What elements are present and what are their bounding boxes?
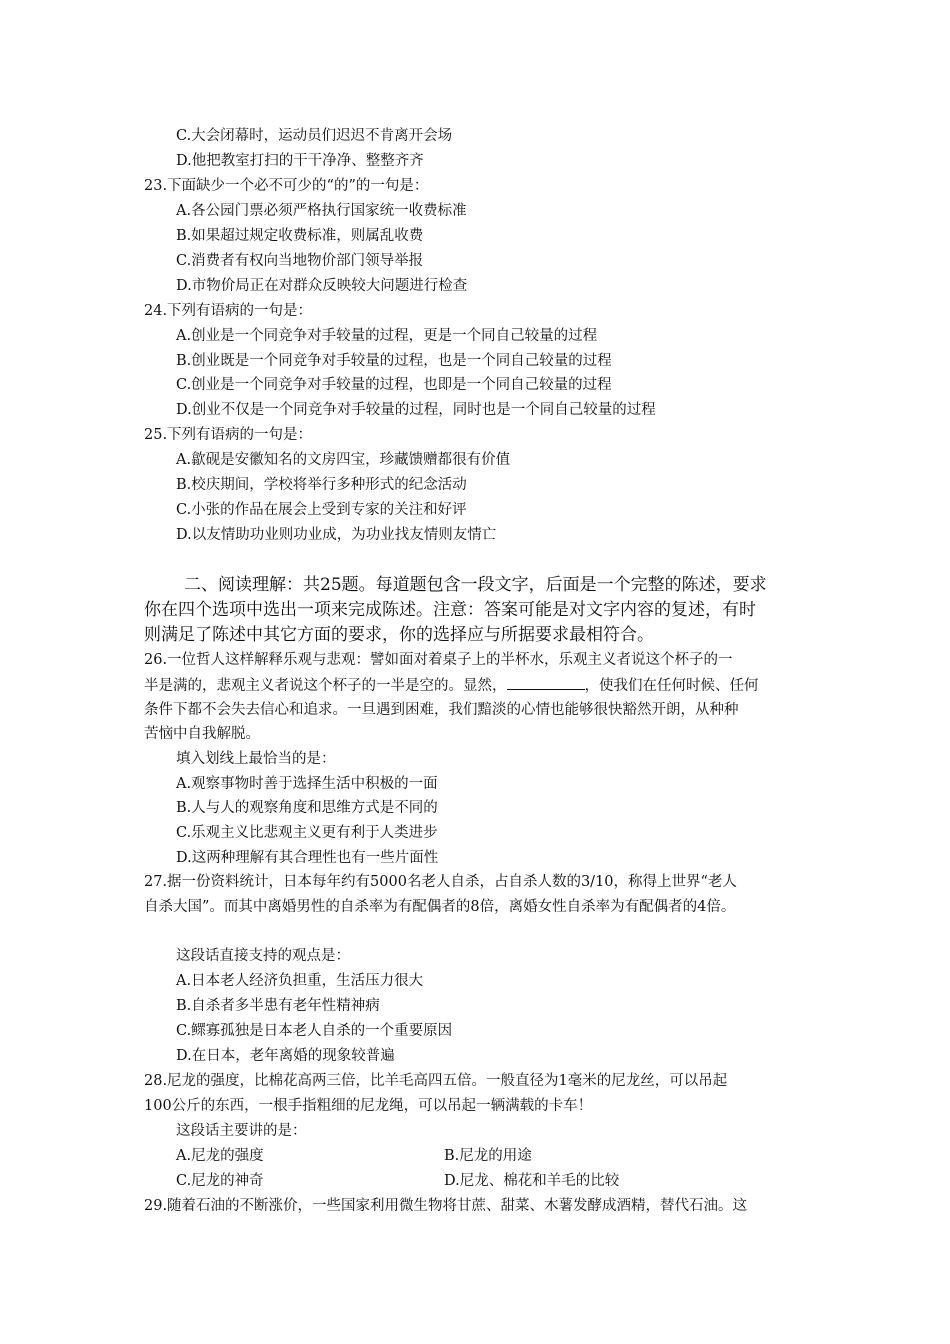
q27-prompt: 这段话直接支持的观点是：	[176, 948, 350, 964]
q25-option-c: C.小张的作品在展会上受到专家的关注和好评	[176, 502, 467, 518]
q26-option-a: A.观察事物时善于选择生活中积极的一面	[176, 776, 438, 792]
q24-option-b: B.创业既是一个同竞争对手较量的过程，也是一个同自己较量的过程	[176, 353, 612, 369]
q25-stem: 25.下列有语病的一句是：	[144, 427, 313, 443]
q25-option-a: A.歙砚是安徽知名的文房四宝，珍藏馈赠都很有价值	[176, 452, 511, 468]
q27-option-b: B.自杀者多半患有老年性精神病	[176, 998, 380, 1014]
q28-option-b: B.尼龙的用途	[444, 1148, 532, 1164]
q26-option-d: D.这两种理解有其合理性也有一些片面性	[176, 850, 439, 866]
q27-option-c: C.鳏寡孤独是日本老人自杀的一个重要原因	[176, 1023, 453, 1039]
section2-line3: 则满足了陈述中其它方面的要求，你的选择应与所据要求最相符合。	[144, 625, 654, 645]
q23-option-a: A.各公园门票必须严格执行国家统一收费标准	[176, 203, 467, 219]
section2-line1: 二、阅读理解：共25题。每道题包含一段文字，后面是一个完整的陈述，要求	[184, 575, 767, 595]
q23-option-d: D.市物价局正在对群众反映较大问题进行检查	[176, 278, 468, 294]
q26-text-line3: 条件下都不会失去信心和追求。一旦遇到困难，我们黯淡的心情也能够很快豁然开朗，从种种	[144, 702, 739, 718]
q28-option-a: A.尼龙的强度	[176, 1148, 264, 1164]
q26-option-b: B.人与人的观察角度和思维方式是不同的	[176, 800, 438, 816]
q26-text-line2-after: ，使我们在任何时候、任何	[584, 678, 759, 694]
q26-option-c: C.乐观主义比悲观主义更有利于人类进步	[176, 825, 438, 841]
q23-option-c: C.消费者有权向当地物价部门领导举报	[176, 253, 424, 269]
q25-option-d: D.以友情助功业则功业成，为功业找友情则友情亡	[176, 527, 497, 543]
q23-option-b: B.如果超过规定收费标准，则属乱收费	[176, 228, 424, 244]
q22-option-c: C.大会闭幕时，运动员们迟迟不肯离开会场	[176, 128, 453, 144]
q28-option-c: C.尼龙的神奇	[176, 1173, 264, 1189]
q24-option-a: A.创业是一个同竞争对手较量的过程，更是一个同自己较量的过程	[176, 328, 598, 344]
q27-option-a: A.日本老人经济负担重，生活压力很大	[176, 973, 424, 989]
q28-prompt: 这段话主要讲的是：	[176, 1123, 307, 1139]
q28-text-line2: 100公斤的东西，一根手指粗细的尼龙绳，可以吊起一辆满载的卡车！	[144, 1098, 593, 1114]
q24-option-d: D.创业不仅是一个同竞争对手较量的过程，同时也是一个同自己较量的过程	[176, 402, 656, 418]
q27-text-line1: 27.据一份资料统计，日本每年约有5000名老人自杀，占自杀人数的3/10，称得上世界“老人	[144, 874, 737, 890]
q28-option-d: D.尼龙、棉花和羊毛的比较	[444, 1173, 620, 1189]
section2-line2: 你在四个选项中选出一项来完成陈述。注意：答案可能是对文字内容的复述，有时	[144, 600, 756, 620]
q26-text-line2	[144, 675, 759, 696]
q27-option-d: D.在日本，老年离婚的现象较普遍	[176, 1048, 395, 1064]
q26-text-line2-before: 半是满的，悲观主义者说这个杯子的一半是空的。显然，	[144, 678, 507, 694]
q24-stem: 24.下列有语病的一句是：	[144, 303, 313, 319]
q26-prompt: 填入划线上最恰当的是：	[176, 751, 336, 767]
q26-text-line4: 苦恼中自我解脱。	[144, 726, 260, 742]
q29-text-line1: 29.随着石油的不断涨价，一些国家利用微生物将甘蔗、甜菜、木薯发酵成酒精，替代石油。这	[144, 1198, 748, 1214]
q24-option-c: C.创业是一个同竞争对手较量的过程，也即是一个同自己较量的过程	[176, 377, 612, 393]
q27-text-line2: 自杀大国”。而其中离婚男性的自杀率为有配偶者的8倍，离婚女性自杀率为有配偶者的4倍。	[144, 899, 736, 915]
q28-text-line1: 28.尼龙的强度，比棉花高两三倍，比羊毛高四五倍。一般直径为1毫米的尼龙丝，可以吊起	[144, 1073, 728, 1089]
q23-stem: 23.下面缺少一个必不可少的“的”的一句是：	[144, 178, 429, 194]
answer-blank	[507, 675, 585, 690]
q25-option-b: B.校庆期间，学校将举行多种形式的纪念活动	[176, 477, 467, 493]
q26-text-line1: 26.一位哲人这样解释乐观与悲观：譬如面对着桌子上的半杯水，乐观主义者说这个杯子的一	[144, 652, 733, 668]
q22-option-d: D.他把教室打扫的干干净净、整整齐齐	[176, 153, 424, 169]
